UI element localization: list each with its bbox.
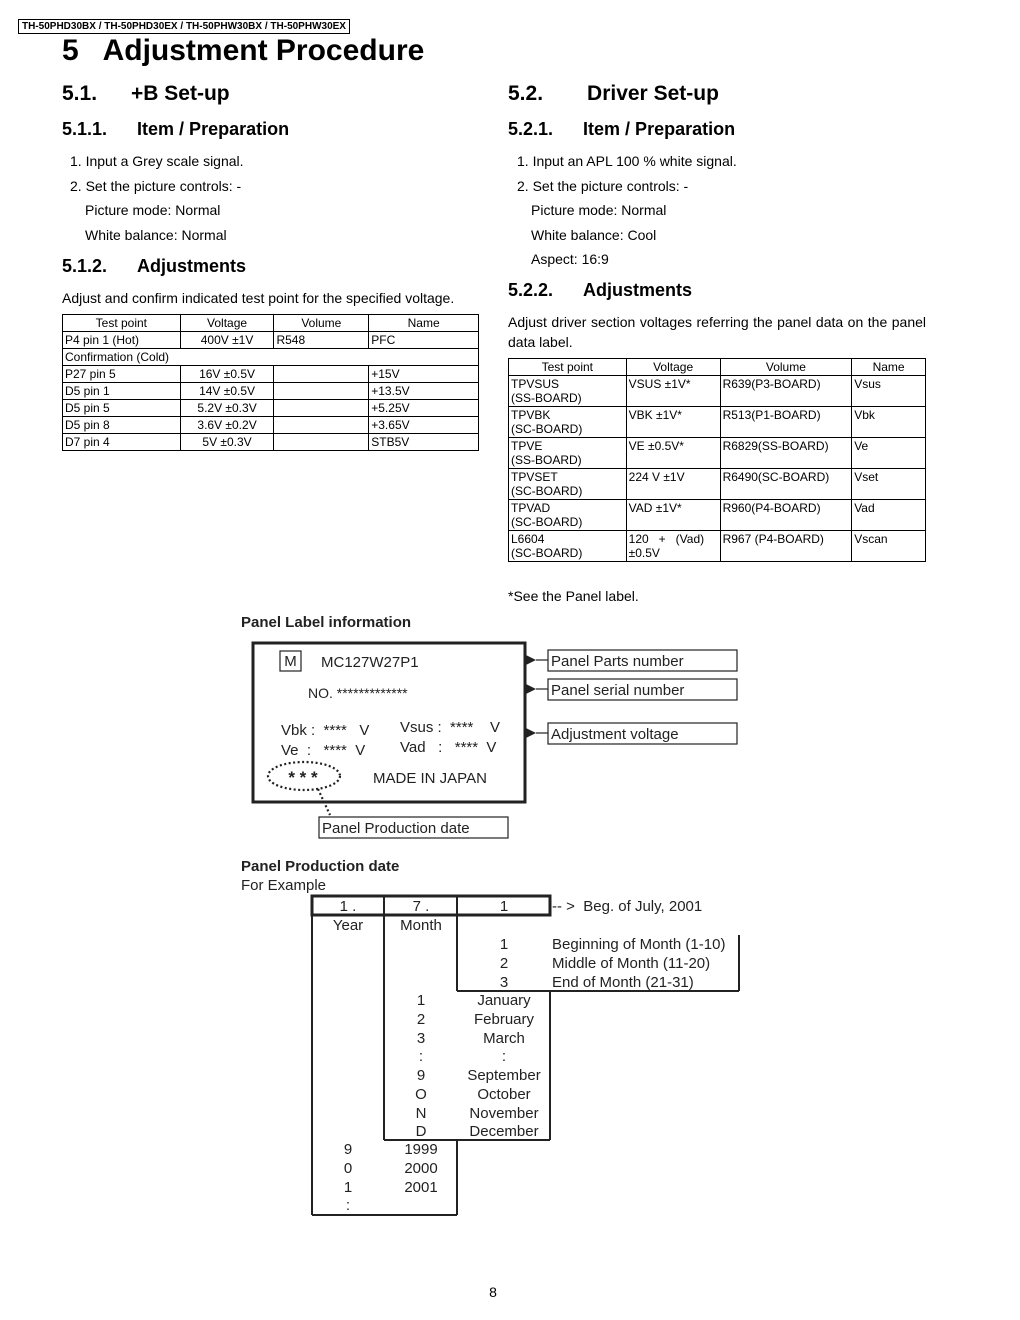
section-5-2-2-number: 5.2.2. (508, 280, 554, 300)
table-cell: 5V ±0.3V (180, 434, 274, 451)
table-cell: 14V ±0.5V (180, 383, 274, 400)
test-point: TPVSUS (511, 377, 560, 391)
table-cell: 5.2V ±0.3V (180, 400, 274, 417)
year-value: 2000 (404, 1160, 438, 1177)
table-cell: R6490(SC-BOARD) (720, 469, 852, 500)
table-cell: Vad (852, 500, 926, 531)
day-code: 2 (499, 955, 509, 972)
month-column-header: Month (400, 917, 442, 934)
year-code: 9 (343, 1141, 353, 1158)
table-cell: D5 pin 8 (63, 417, 181, 434)
year-code: : (345, 1197, 351, 1214)
month-name: November (469, 1105, 539, 1122)
table-cell: Vsus (852, 376, 926, 407)
day-desc: End of Month (21-31) (552, 974, 694, 991)
ve-value: Ve : **** V (281, 742, 366, 759)
prep-item: 1. Input an APL 100 % white signal. (517, 153, 737, 169)
panel-parts-number: MC127W27P1 (321, 654, 419, 671)
callout-serial-number: Panel serial number (551, 682, 685, 699)
board-name: (SC-BOARD) (511, 422, 583, 436)
month-name: October (477, 1086, 531, 1103)
prep-item: 2. Set the picture controls: - (517, 178, 689, 194)
confirmation-cell: Confirmation (Cold) (63, 349, 479, 366)
section-5-2-1-title: Item / Preparation (583, 119, 736, 139)
table-cell: R639(P3-BOARD) (720, 376, 852, 407)
prep-item: Picture mode: Normal (531, 202, 667, 218)
table-cell: VSUS ±1V* (626, 376, 720, 407)
month-name: March (483, 1030, 525, 1047)
table-cell: Vscan (852, 531, 926, 562)
made-in-label: MADE IN JAPAN (373, 770, 487, 787)
table-cell: R960(P4-BOARD) (720, 500, 852, 531)
table-cell: Ve (852, 438, 926, 469)
example-meaning: -- > Beg. of July, 2001 (552, 898, 703, 915)
month-code: 3 (416, 1030, 426, 1047)
table-cell: R967 (P4-BOARD) (720, 531, 852, 562)
table-cell: R548 (274, 332, 369, 349)
month-code: 2 (416, 1011, 426, 1028)
callout-adjustment-voltage: Adjustment voltage (551, 726, 679, 743)
production-date-stars: * * * (288, 768, 318, 787)
month-name: February (473, 1011, 535, 1028)
callout-parts-number: Panel Parts number (551, 653, 684, 670)
month-code: D (415, 1123, 427, 1140)
driver-adjust-instruction: Adjust driver section voltages referring the panel data on the panel data label. (508, 314, 926, 350)
section-5-1-2-number: 5.1.2. (62, 256, 108, 276)
page-title: 5 Adjustment Procedure (62, 34, 425, 67)
day-desc: Beginning of Month (1-10) (552, 936, 726, 953)
day-code: 1 (499, 936, 509, 953)
prep-item: 1. Input a Grey scale signal. (70, 153, 244, 169)
table-cell: VE ±0.5V* (626, 438, 720, 469)
production-date-subtitle: For Example (241, 877, 327, 894)
table-cell: VBK ±1V* (626, 407, 720, 438)
table-cell: D7 pin 4 (63, 434, 181, 451)
section-5-1-title: +B Set-up (131, 82, 230, 105)
month-code: 1 (416, 992, 426, 1009)
year-column-header: Year (332, 917, 364, 934)
board-name: (SC-BOARD) (511, 546, 583, 560)
section-5-1-1-title: Item / Preparation (137, 119, 290, 139)
table-cell: P4 pin 1 (Hot) (63, 332, 181, 349)
section-5-2-number: 5.2. (508, 82, 544, 105)
test-point: TPVE (511, 439, 543, 453)
board-name: (SS-BOARD) (511, 453, 582, 467)
table-cell: +3.65V (369, 417, 479, 434)
table-cell: PFC (369, 332, 479, 349)
prep-item: Aspect: 16:9 (531, 251, 609, 267)
prep-item: Picture mode: Normal (85, 202, 221, 218)
prep-item: White balance: Normal (85, 227, 227, 243)
voltage-line: 120 + (Vad) (628, 532, 705, 546)
board-name: (SC-BOARD) (511, 515, 583, 529)
table-cell: 3.6V ±0.2V (180, 417, 274, 434)
footnote: *See the Panel label. (508, 588, 639, 604)
production-date-callout: Panel Production date (322, 820, 470, 837)
month-name: September (467, 1067, 541, 1084)
prep-item: White balance: Cool (531, 227, 657, 243)
section-5-2-1-number: 5.2.1. (508, 119, 554, 139)
header-cell: Test point (509, 359, 627, 376)
test-point: L6604 (511, 532, 545, 546)
vsus-value: Vsus : **** V (400, 719, 501, 736)
model-numbers: TH-50PHD30BX / TH-50PHD30EX / TH-50PHW30BX / TH-50PHW30EX (18, 19, 350, 34)
header-cell: Test point (63, 315, 181, 332)
table-cell: +13.5V (369, 383, 479, 400)
page-number: 8 (489, 1284, 497, 1300)
section-5-2-title: Driver Set-up (587, 82, 719, 105)
test-point: TPVSET (511, 470, 558, 484)
vbk-value: Vbk : **** V (281, 722, 370, 739)
panel-serial-number: NO. ************* (308, 685, 408, 701)
header-cell: Voltage (180, 315, 274, 332)
table-cell: Vbk (852, 407, 926, 438)
header-cell: Voltage (626, 359, 720, 376)
year-code: 1 (343, 1179, 353, 1196)
day-desc: Middle of Month (11-20) (552, 955, 711, 972)
voltage-line: ±0.5V (628, 546, 660, 560)
table-cell: +15V (369, 366, 479, 383)
table-cell: 224 V ±1V (626, 469, 720, 500)
vad-value: Vad : **** V (400, 739, 497, 756)
board-name: (SC-BOARD) (511, 484, 583, 498)
test-point: TPVBK (511, 408, 551, 422)
table-cell: +5.25V (369, 400, 479, 417)
table-cell: 400V ±1V (180, 332, 274, 349)
month-code: N (415, 1105, 427, 1122)
table-cell: R513(P1-BOARD) (720, 407, 852, 438)
year-code: 0 (343, 1160, 353, 1177)
section-5-1-1-number: 5.1.1. (62, 119, 108, 139)
header-cell: Name (369, 315, 479, 332)
production-date-title: Panel Production date (241, 858, 400, 875)
header-cell: Volume (274, 315, 369, 332)
month-code: 9 (416, 1067, 426, 1084)
header-cell: Volume (720, 359, 852, 376)
example-year-code: 1 . (339, 898, 357, 915)
table-cell: STB5V (369, 434, 479, 451)
header-cell: Name (852, 359, 926, 376)
year-value: 2001 (404, 1179, 438, 1196)
table-cell: R6829(SS-BOARD) (720, 438, 852, 469)
example-month-code: 7 . (412, 898, 430, 915)
table-cell: P27 pin 5 (63, 366, 181, 383)
table-cell: D5 pin 1 (63, 383, 181, 400)
m-box-label: M (284, 653, 297, 670)
test-point: TPVAD (511, 501, 551, 515)
month-name: December (469, 1123, 539, 1140)
month-name: : (501, 1048, 507, 1065)
section-5-2-2-title: Adjustments (583, 280, 693, 300)
table-cell: Vset (852, 469, 926, 500)
year-value: 1999 (404, 1141, 438, 1158)
section-5-1-number: 5.1. (62, 82, 98, 105)
adjust-instruction: Adjust and confirm indicated test point for the specified voltage. (62, 290, 455, 306)
table-cell: D5 pin 5 (63, 400, 181, 417)
table-cell: VAD ±1V* (626, 500, 720, 531)
prep-item: 2. Set the picture controls: - (70, 178, 242, 194)
example-day-code: 1 (499, 898, 509, 915)
table-cell: 16V ±0.5V (180, 366, 274, 383)
day-code: 3 (499, 974, 509, 991)
panel-label-title: Panel Label information (241, 614, 412, 631)
section-5-1-2-title: Adjustments (137, 256, 247, 276)
month-code: : (418, 1048, 424, 1065)
month-code: O (415, 1086, 427, 1103)
board-name: (SS-BOARD) (511, 391, 582, 405)
month-name: January (477, 992, 531, 1009)
